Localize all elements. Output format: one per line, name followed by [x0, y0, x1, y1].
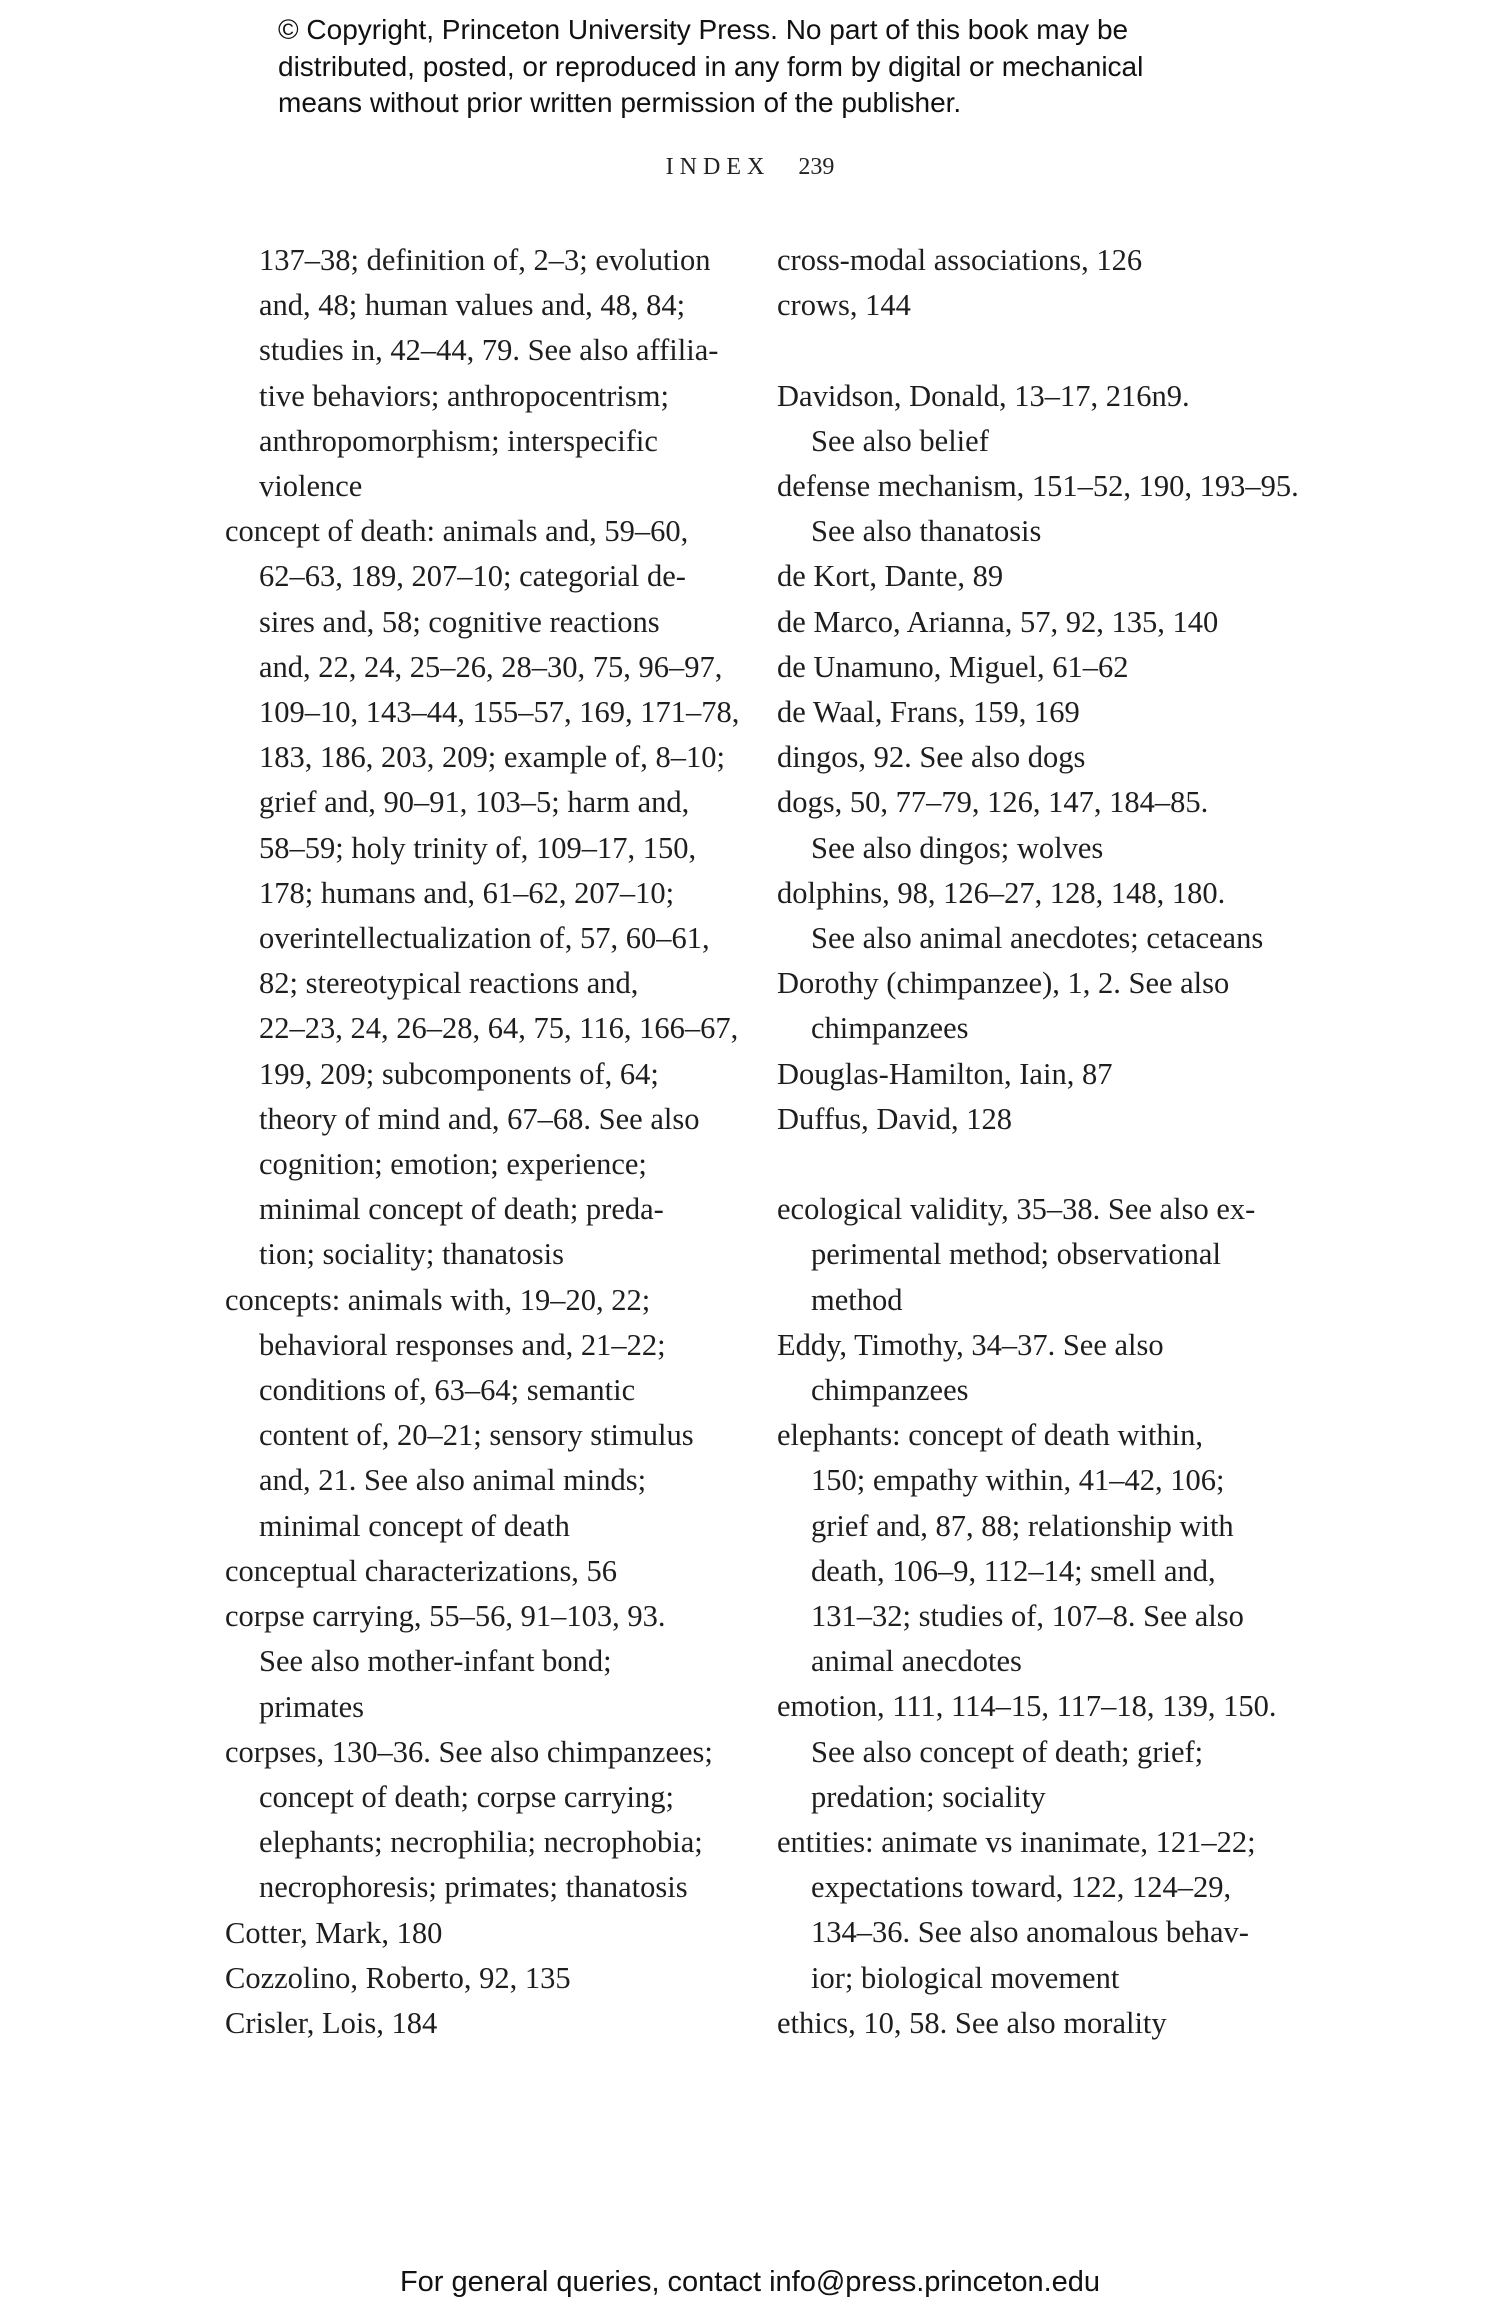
- index-line: concept of death; corpse carrying;: [259, 1779, 674, 1814]
- index-line: theory of mind and, 67–68. See also: [259, 1101, 700, 1136]
- running-head: [0, 154, 1500, 181]
- index-line: 22–23, 24, 26–28, 64, 75, 116, 166–67,: [259, 1011, 739, 1046]
- index-line: predation; sociality: [811, 1779, 1046, 1814]
- index-entry: de Marco, Arianna, 57, 92, 135, 140: [777, 604, 1219, 639]
- index-line: tive behaviors; anthropocentrism;: [259, 378, 669, 413]
- index-entry: cross-modal associations, 126: [777, 243, 1143, 277]
- page-number: 239: [798, 154, 835, 180]
- index-line: sires and, 58; cognitive reactions: [259, 604, 660, 639]
- index-entry: crows, 144: [777, 288, 911, 323]
- index-entry: de Unamuno, Miguel, 61–62: [777, 649, 1129, 684]
- index-entry: entities: animate vs inanimate, 121–22;: [777, 1825, 1256, 1860]
- index-entry: Eddy, Timothy, 34–37. See also: [777, 1327, 1164, 1362]
- copyright-line: © Copyright, Princeton University Press. No part of this book may be: [278, 14, 1129, 45]
- index-line: ior; biological movement: [811, 1960, 1120, 1995]
- index-line: primates: [259, 1689, 365, 1724]
- index-line: method: [811, 1282, 903, 1317]
- index-line: See also dingos; wolves: [811, 830, 1104, 865]
- index-line: chimpanzees: [811, 1011, 969, 1046]
- index-line: See also mother-infant bond;: [259, 1644, 612, 1679]
- index-line: minimal concept of death: [259, 1508, 570, 1543]
- index-entry: emotion, 111, 114–15, 117–18, 139, 150.: [777, 1689, 1277, 1724]
- copyright-line: distributed, posted, or reproduced in any form by digital or mechanical: [278, 50, 1144, 82]
- index-line: content of, 20–21; sensory stimulus: [259, 1418, 694, 1453]
- index-line: and, 22, 24, 25–26, 28–30, 75, 96–97,: [259, 649, 723, 684]
- index-line: See also thanatosis: [811, 514, 1042, 549]
- index-entry: corpse carrying, 55–56, 91–103, 93.: [225, 1599, 666, 1634]
- index-line: 58–59; holy trinity of, 109–17, 150,: [259, 830, 697, 865]
- index-line: tion; sociality; thanatosis: [259, 1237, 564, 1272]
- index-line: elephants; necrophilia; necrophobia;: [259, 1825, 703, 1860]
- index-entry: Douglas-Hamilton, Iain, 87: [777, 1056, 1113, 1091]
- index-entry: Cotter, Mark, 180: [225, 1915, 443, 1950]
- index-entry: concept of death: animals and, 59–60,: [225, 514, 689, 549]
- index-line: and, 21. See also animal minds;: [259, 1463, 647, 1498]
- index-entry: Crisler, Lois, 184: [225, 2005, 438, 2040]
- index-entry: dolphins, 98, 126–27, 128, 148, 180.: [777, 875, 1226, 910]
- index-line: death, 106–9, 112–14; smell and,: [811, 1553, 1216, 1588]
- index-line: necrophoresis; primates; thanatosis: [259, 1870, 688, 1905]
- index-line: See also belief: [811, 423, 989, 458]
- index-entry: Duffus, David, 128: [777, 1101, 1012, 1136]
- index-line: 109–10, 143–44, 155–57, 169, 171–78,: [259, 695, 740, 730]
- index-line: 199, 209; subcomponents of, 64;: [259, 1056, 659, 1091]
- index-entry: defense mechanism, 151–52, 190, 193–95.: [777, 469, 1299, 503]
- index-line: 82; stereotypical reactions and,: [259, 966, 639, 1001]
- index-entry: ecological validity, 35–38. See also ex-: [777, 1192, 1256, 1227]
- index-line: anthropomorphism; interspecific: [259, 423, 658, 458]
- index-entry: concepts: animals with, 19–20, 22;: [225, 1282, 651, 1317]
- index-line: behavioral responses and, 21–22;: [259, 1327, 666, 1362]
- running-head-title: INDEX: [665, 154, 771, 180]
- index-entry: de Kort, Dante, 89: [777, 559, 1004, 594]
- index-line: See also animal anecdotes; cetaceans: [811, 921, 1264, 956]
- index-line: grief and, 90–91, 103–5; harm and,: [259, 785, 690, 820]
- copyright-line: means without prior written permission of the publisher.: [278, 87, 962, 118]
- index-entry: Cozzolino, Roberto, 92, 135: [225, 1960, 571, 1995]
- index-line: and, 48; human values and, 48, 84;: [259, 288, 686, 323]
- index-entry: ethics, 10, 58. See also morality: [777, 2005, 1167, 2040]
- index-line: 150; empathy within, 41–42, 106;: [811, 1463, 1225, 1498]
- index-entry: conceptual characterizations, 56: [225, 1553, 618, 1588]
- index-line: grief and, 87, 88; relationship with: [811, 1508, 1234, 1543]
- index-entry: corpses, 130–36. See also chimpanzees;: [225, 1734, 713, 1769]
- index-line: violence: [259, 469, 363, 504]
- index-entry: de Waal, Frans, 159, 169: [777, 695, 1080, 730]
- index-entry: dingos, 92. See also dogs: [777, 740, 1086, 775]
- index-line: chimpanzees: [811, 1373, 969, 1408]
- index-line: minimal concept of death; preda-: [259, 1192, 664, 1227]
- index-line: cognition; emotion; experience;: [259, 1147, 647, 1182]
- copyright-notice: [278, 12, 1278, 122]
- index-line: 134–36. See also anomalous behav-: [811, 1915, 1249, 1950]
- index-entry: elephants: concept of death within,: [777, 1418, 1204, 1453]
- letter-group-gap: [777, 1142, 1317, 1187]
- index-line: animal anecdotes: [811, 1644, 1022, 1679]
- index-line: 183, 186, 203, 209; example of, 8–10;: [259, 740, 725, 775]
- index-line: 137–38; definition of, 2–3; evolution: [259, 243, 711, 277]
- letter-group-gap: [777, 328, 1317, 373]
- index-column-right: [777, 238, 1317, 2046]
- index-line: conditions of, 63–64; semantic: [259, 1373, 636, 1408]
- index-entry: Davidson, Donald, 13–17, 216n9.: [777, 378, 1190, 413]
- index-line: 131–32; studies of, 107–8. See also: [811, 1599, 1244, 1634]
- footer-contact: For general queries, contact info@press.princeton.edu: [399, 2266, 1101, 2298]
- index-line: 178; humans and, 61–62, 207–10;: [259, 875, 675, 910]
- index-line: studies in, 42–44, 79. See also affilia-: [259, 333, 719, 368]
- index-line: See also concept of death; grief;: [811, 1734, 1204, 1769]
- index-line: expectations toward, 122, 124–29,: [811, 1870, 1232, 1905]
- index-column-left: [225, 238, 745, 2046]
- index-line: overintellectualization of, 57, 60–61,: [259, 921, 710, 956]
- index-entry: Dorothy (chimpanzee), 1, 2. See also: [777, 966, 1230, 1001]
- index-line: perimental method; observational: [811, 1237, 1221, 1272]
- index-entry: dogs, 50, 77–79, 126, 147, 184–85.: [777, 785, 1209, 820]
- index-line: 62–63, 189, 207–10; categorial de-: [259, 559, 686, 594]
